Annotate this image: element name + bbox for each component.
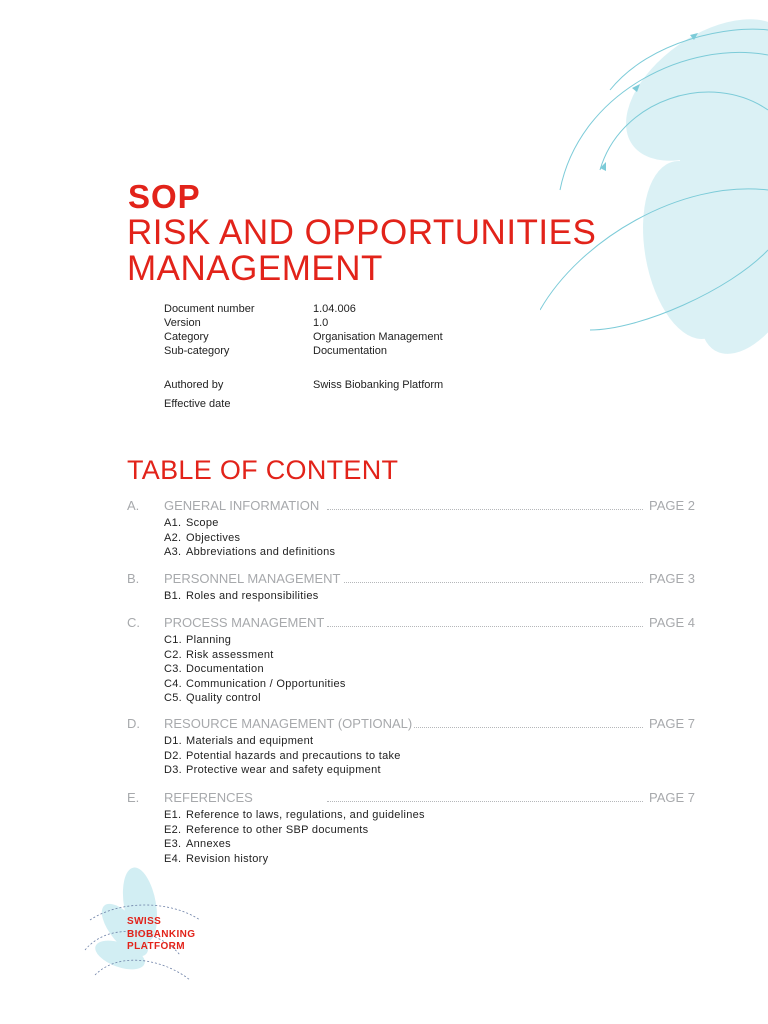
item-label: Materials and equipment xyxy=(186,735,314,747)
document-title-line-1: RISK AND OPPORTUNITIES xyxy=(127,213,597,252)
item-code: C1. xyxy=(164,634,183,646)
toc-section-references xyxy=(127,790,695,866)
toc-section-header[interactable] xyxy=(127,571,695,589)
toc-subitems xyxy=(164,734,695,778)
section-page: PAGE 4 xyxy=(648,615,695,630)
logo-line: BIOBANKING xyxy=(127,928,196,940)
toc-item[interactable] xyxy=(164,633,695,648)
meta-value: Organisation Management xyxy=(313,331,443,343)
toc-item[interactable] xyxy=(164,662,695,677)
item-code: A1. xyxy=(164,517,182,529)
item-code: C5. xyxy=(164,692,183,705)
item-code: C2. xyxy=(164,648,183,661)
toc-item[interactable] xyxy=(164,691,695,706)
toc-subitems xyxy=(164,516,695,560)
item-code: A2. xyxy=(164,531,182,544)
section-page: PAGE 7 xyxy=(648,790,695,805)
toc-subitems xyxy=(164,589,695,604)
meta-label: Version xyxy=(164,317,201,329)
dot-leader xyxy=(327,509,643,510)
logo-line: PLATFORM xyxy=(127,941,186,952)
item-label: Abbreviations and definitions xyxy=(186,546,336,559)
section-letter: E. xyxy=(127,790,140,805)
toc-section-resource-management xyxy=(127,716,695,778)
item-code: C4. xyxy=(164,677,183,690)
item-code: E2. xyxy=(164,823,182,836)
item-label: Roles and responsibilities xyxy=(186,590,319,602)
meta-value: 1.0 xyxy=(313,317,329,329)
toc-item[interactable] xyxy=(164,545,695,560)
item-code: C3. xyxy=(164,663,183,676)
section-letter: C. xyxy=(127,615,140,630)
toc-section-header[interactable] xyxy=(127,716,695,734)
toc-item[interactable] xyxy=(164,808,695,823)
section-letter: D. xyxy=(127,716,140,731)
toc-section-header[interactable] xyxy=(127,498,695,516)
toc-item[interactable] xyxy=(164,648,695,663)
section-letter: A. xyxy=(127,498,140,513)
item-label: Scope xyxy=(186,517,219,529)
section-page: PAGE 3 xyxy=(648,571,695,586)
logo-wordmark xyxy=(127,916,195,954)
logo-line: SWISS xyxy=(127,916,162,927)
toc-section-header[interactable] xyxy=(127,615,695,633)
item-code: E3. xyxy=(164,838,182,851)
section-page: PAGE 2 xyxy=(648,498,695,513)
meta-value: Documentation xyxy=(313,345,387,357)
toc-item[interactable] xyxy=(164,516,695,531)
section-page: PAGE 7 xyxy=(648,716,695,731)
item-code: D3. xyxy=(164,764,183,777)
dot-leader xyxy=(327,626,643,627)
item-code: D2. xyxy=(164,749,183,762)
meta-value: Swiss Biobanking Platform xyxy=(313,379,444,391)
meta-label: Effective date xyxy=(164,398,231,410)
toc-section-process-management xyxy=(127,615,695,706)
meta-label: Authored by xyxy=(164,379,224,391)
item-code: E1. xyxy=(164,809,182,821)
toc-section-header[interactable] xyxy=(127,790,695,808)
item-code: D1. xyxy=(164,735,183,747)
toc-item[interactable] xyxy=(164,823,695,838)
meta-label: Category xyxy=(164,331,209,343)
item-label: Reference to other SBP documents xyxy=(186,823,369,836)
item-code: E4. xyxy=(164,852,182,865)
item-code: A3. xyxy=(164,546,182,559)
toc-item[interactable] xyxy=(164,749,695,764)
item-label: Objectives xyxy=(186,531,241,544)
toc-section-personnel-management xyxy=(127,571,695,604)
toc-item[interactable] xyxy=(164,677,695,692)
item-label: Quality control xyxy=(186,692,261,705)
dot-leader xyxy=(327,582,643,583)
item-label: Revision history xyxy=(186,852,269,865)
toc-subitems xyxy=(164,808,695,866)
toc-subitems xyxy=(164,633,695,706)
item-label: Reference to laws, regulations, and guidelines xyxy=(186,809,425,821)
section-title: GENERAL INFORMATION xyxy=(164,498,320,513)
toc-item[interactable] xyxy=(164,531,695,546)
toc-item[interactable] xyxy=(164,763,695,778)
item-label: Documentation xyxy=(186,663,264,676)
item-label: Communication / Opportunities xyxy=(186,677,346,690)
toc-item[interactable] xyxy=(164,852,695,867)
item-label: Risk assessment xyxy=(186,648,274,661)
toc-item[interactable] xyxy=(164,837,695,852)
meta-label: Document number xyxy=(164,303,255,315)
toc-item[interactable] xyxy=(164,734,695,749)
toc-section-general-information xyxy=(127,498,695,560)
item-label: Protective wear and safety equipment xyxy=(186,764,381,777)
dot-leader xyxy=(327,801,643,802)
section-title: PERSONNEL MANAGEMENT xyxy=(164,571,341,586)
item-label: Potential hazards and precautions to take xyxy=(186,749,401,762)
item-label: Planning xyxy=(186,634,232,646)
item-label: Annexes xyxy=(186,838,231,851)
toc-heading: TABLE OF CONTENT xyxy=(127,455,399,485)
section-title: PROCESS MANAGEMENT xyxy=(164,615,325,630)
section-letter: B. xyxy=(127,571,140,586)
item-code: B1. xyxy=(164,590,182,602)
meta-value: 1.04.006 xyxy=(313,303,356,315)
section-title: REFERENCES xyxy=(164,790,253,805)
section-title: RESOURCE MANAGEMENT (OPTIONAL) xyxy=(164,716,413,731)
document-title-line-2: MANAGEMENT xyxy=(127,249,383,288)
document-type: SOP xyxy=(128,178,201,215)
toc-item[interactable] xyxy=(164,589,695,604)
decorative-petals-top xyxy=(540,0,768,380)
meta-label: Sub-category xyxy=(164,345,230,357)
